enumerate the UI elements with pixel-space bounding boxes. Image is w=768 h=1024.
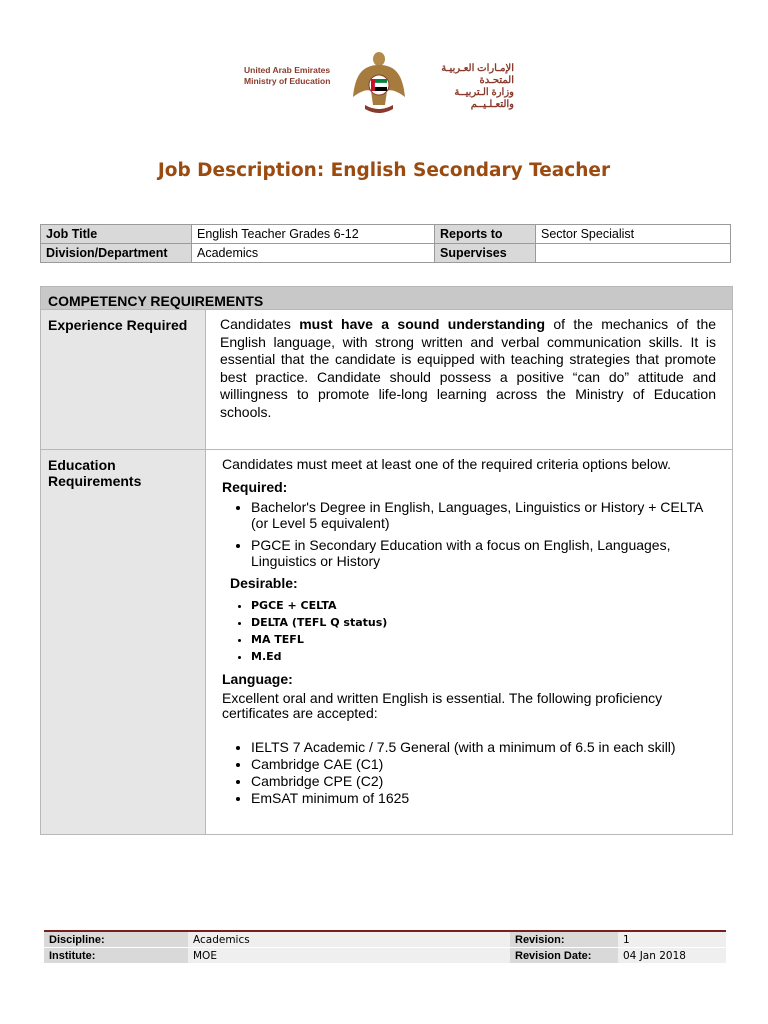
list-item: • IELTS 7 Academic / 7.5 General (with a minimum of 6.5 in each skill) (251, 739, 716, 756)
table-row (41, 450, 733, 835)
revision-date-value: 04 Jan 2018 (618, 948, 726, 964)
job-info-table (40, 224, 731, 263)
required-list (220, 499, 716, 569)
education-label: Education Requirements (41, 450, 206, 835)
reports-to-label: Reports to (435, 225, 536, 244)
reports-to-value: Sector Specialist (536, 225, 731, 244)
list-item: • MA TEFL (251, 631, 716, 648)
supervises-value (536, 244, 731, 263)
division-value: Academics (192, 244, 435, 263)
list-item: • DELTA (TEFL Q status) (251, 614, 716, 631)
list-item: • M.Ed (251, 648, 716, 665)
division-label: Division/Department (41, 244, 192, 263)
supervises-label: Supervises (435, 244, 536, 263)
list-item: • EmSAT minimum of 1625 (251, 790, 716, 807)
education-cell (206, 450, 733, 835)
page-title: Job Description: English Secondary Teacher (157, 160, 611, 181)
revision-date-label: Revision Date: (510, 948, 618, 964)
language-heading: Language: (222, 671, 293, 687)
list-item: • Cambridge CPE (C2) (251, 773, 716, 790)
document-footer (44, 930, 726, 964)
page-header (0, 45, 768, 120)
experience-label: Experience Required (41, 310, 206, 450)
desirable-list (220, 597, 716, 665)
table-row (41, 225, 731, 244)
competency-heading: COMPETENCY REQUIREMENTS (41, 287, 733, 310)
revision-label: Revision: (510, 931, 618, 948)
table-row (41, 310, 733, 450)
org-name-arabic: الإمـارات العـربيـة المتحـدة وزارة الـتربيــة والتعـلـيــم (441, 63, 514, 110)
job-title-label: Job Title (41, 225, 192, 244)
experience-cell (206, 310, 733, 450)
table-row (41, 244, 731, 263)
list-item: • PGCE in Secondary Education with a focus on English, Languages, Linguistics or History (251, 537, 716, 569)
discipline-value: Academics (188, 931, 510, 948)
competency-table (40, 286, 733, 835)
desirable-heading: Desirable: (230, 575, 298, 591)
list-item: • Bachelor's Degree in English, Languages, Linguistics or History + CELTA (or Level 5 equivalent) (251, 499, 716, 531)
institute-label: Institute: (44, 948, 188, 964)
discipline-label: Discipline: (44, 931, 188, 948)
language-text: Excellent oral and written English is essential. The following proficiency certificates are accepted: (222, 690, 663, 721)
education-intro: Candidates must meet at least one of the required criteria options below. (222, 456, 672, 472)
org-name-english: United Arab Emirates Ministry of Education (244, 65, 331, 86)
table-row (44, 948, 726, 964)
table-row (44, 931, 726, 948)
institute-value: MOE (188, 948, 510, 964)
experience-text: Candidates must have a sound understanding of the mechanics of the English language, with strong written and verbal communication skills. It is essential that the candidate is equipped with teaching strategies that promote best practice. Candidate should possess a positive “can do” attitude and willingness to promote life-long learning across the Ministry of Education schools. (220, 316, 717, 420)
required-heading: Required: (222, 479, 288, 495)
revision-value: 1 (618, 931, 726, 948)
language-list (220, 739, 716, 807)
list-item: • Cambridge CAE (C1) (251, 756, 716, 773)
list-item: • PGCE + CELTA (251, 597, 716, 614)
job-title-value: English Teacher Grades 6-12 (192, 225, 435, 244)
uae-emblem-icon (351, 47, 407, 115)
table-row (41, 287, 733, 310)
